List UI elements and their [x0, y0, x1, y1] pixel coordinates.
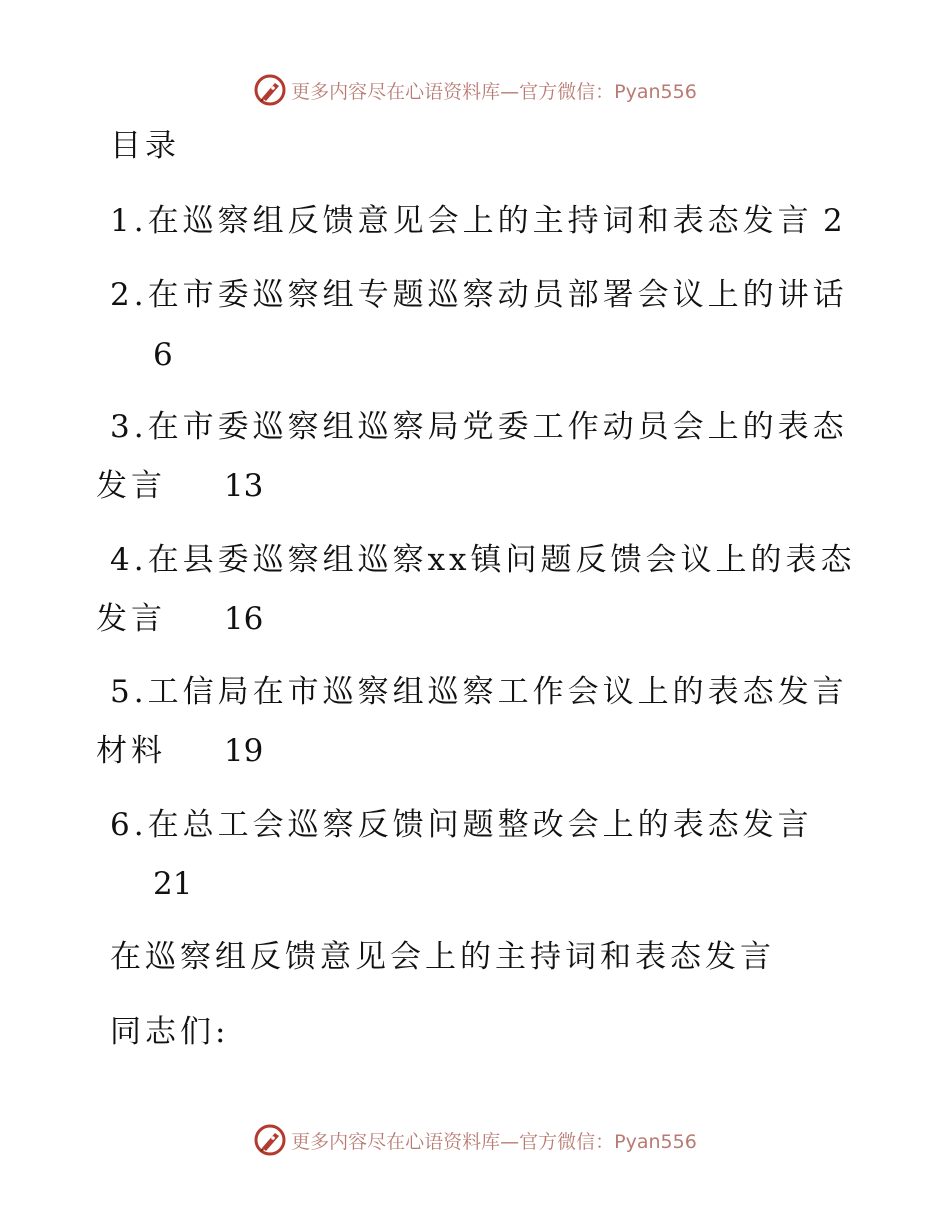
toc-item-6[interactable] — [110, 805, 813, 845]
greeting-text: 同志们: — [110, 1014, 230, 1050]
toc-heading: 目录 — [110, 128, 180, 164]
toc-item-5-text-line1: 5.工信局在市巡察组巡察工作会议上的表态发言 — [110, 674, 848, 710]
toc-item-4-text-line1: 4.在县委巡察组巡察xx镇问题反馈会议上的表态 — [110, 542, 856, 578]
watermark-footer — [0, 1120, 950, 1160]
toc-item-4-line2 — [96, 599, 263, 639]
section-title: 在巡察组反馈意见会上的主持词和表态发言 — [110, 939, 775, 975]
toc-item-2-text: 2.在市委巡察组专题巡察动员部署会议上的讲话 — [110, 277, 848, 313]
toc-item-3-line2 — [96, 466, 263, 506]
toc-item-2[interactable] — [110, 275, 848, 315]
toc-item-5-text-line2: 材料 — [96, 733, 166, 769]
pen-logo-icon — [253, 1123, 287, 1157]
toc-item-4-page: 16 — [223, 601, 264, 637]
toc-item-2-page: 6 — [153, 337, 173, 373]
pen-logo-icon — [253, 73, 287, 107]
toc-item-5-page: 19 — [223, 733, 264, 769]
toc-item-1[interactable] — [110, 201, 813, 241]
toc-item-4[interactable] — [110, 540, 856, 580]
toc-item-5-line2 — [96, 731, 263, 771]
toc-item-1-text: 1.在巡察组反馈意见会上的主持词和表态发言 — [110, 203, 813, 239]
watermark-text: 更多内容尽在心语资料库—官方微信：Pyan556 — [291, 1130, 697, 1153]
toc-item-1-page: 2 — [823, 203, 843, 239]
toc-item-6-page: 21 — [153, 866, 193, 902]
toc-item-6-text: 6.在总工会巡察反馈问题整改会上的表态发言 — [110, 807, 813, 843]
watermark-header — [0, 70, 950, 110]
toc-item-5[interactable] — [110, 672, 848, 712]
toc-item-3[interactable] — [110, 407, 848, 447]
toc-item-3-page: 13 — [223, 468, 264, 504]
toc-item-3-text-line1: 3.在市委巡察组巡察局党委工作动员会上的表态 — [110, 409, 848, 445]
toc-item-4-text-line2: 发言 — [96, 601, 166, 637]
watermark-text: 更多内容尽在心语资料库—官方微信：Pyan556 — [291, 80, 697, 103]
toc-item-3-text-line2: 发言 — [96, 468, 166, 504]
